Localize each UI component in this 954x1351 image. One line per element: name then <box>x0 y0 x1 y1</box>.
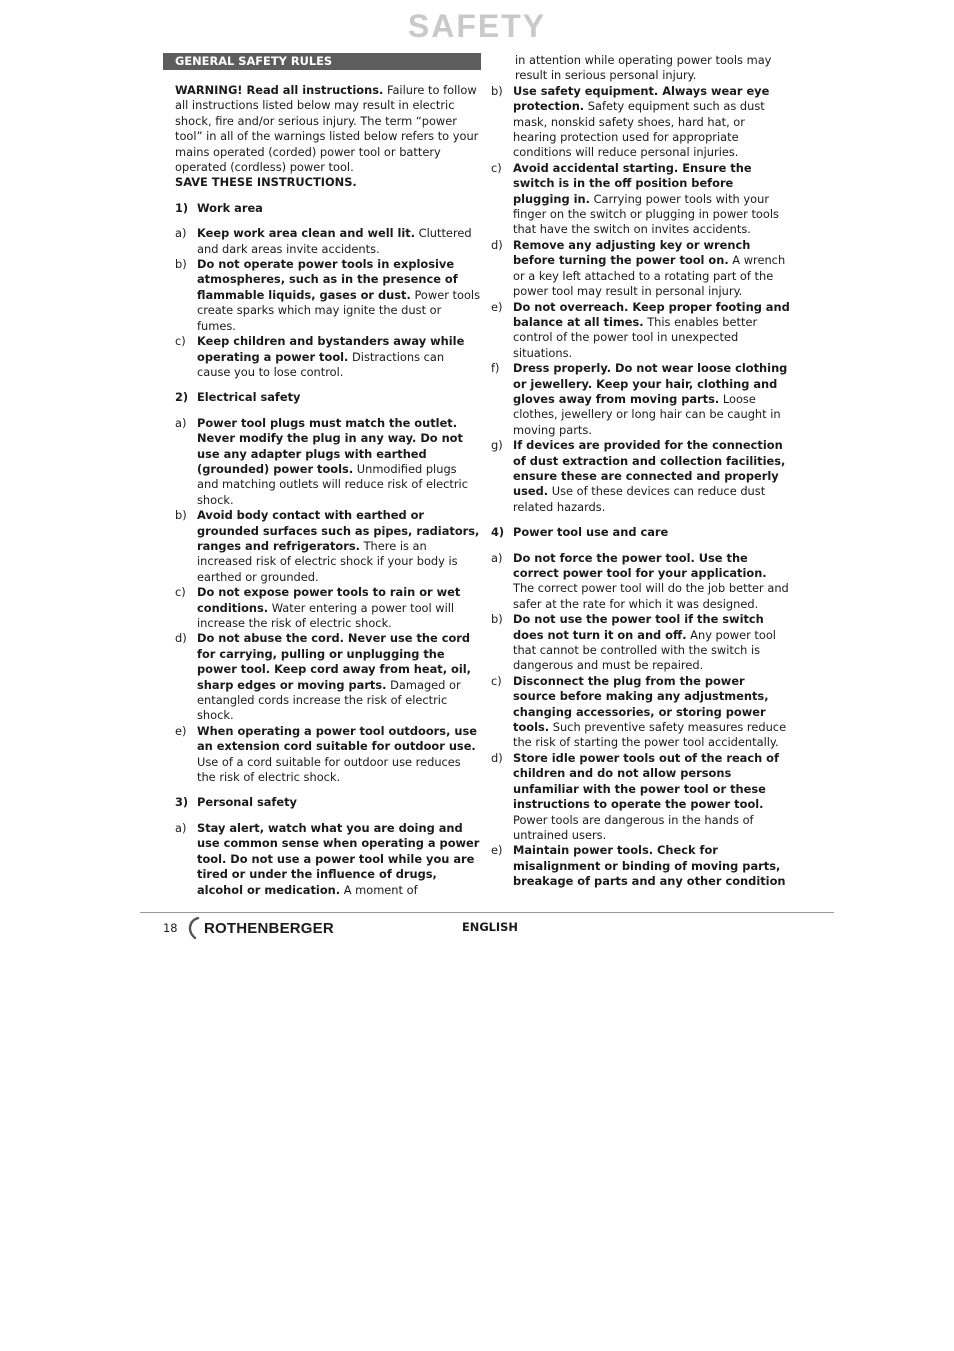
item-body: Use of these devices can reduce dust related hazards. <box>513 484 766 514</box>
item-body: Power tools are dangerous in the hands of untrained users. <box>513 812 754 842</box>
item-letter: g) <box>491 438 503 453</box>
item-bold: If devices are provided for the connection of dust extraction and collection facilities, ensure these are connected and properly used. <box>513 438 786 499</box>
section-number: 4) <box>491 525 505 540</box>
list-item <box>175 416 481 508</box>
list-item <box>175 631 481 723</box>
item-letter: a) <box>491 550 503 565</box>
item-text <box>197 226 481 257</box>
section-heading-electrical-safety <box>175 390 481 405</box>
save-instructions-text: SAVE THESE INSTRUCTIONS. <box>175 175 357 190</box>
item-letter: c) <box>175 585 186 600</box>
section-title-bar: GENERAL SAFETY RULES <box>163 53 481 70</box>
item-body: A wrench or a key left attached to a rotating part of the power tool may result in personal injury. <box>513 253 786 299</box>
spacer <box>491 541 791 551</box>
item-letter: e) <box>175 723 187 738</box>
item-letter: a) <box>175 226 187 241</box>
list-item <box>175 821 481 898</box>
item-body: Water entering a power tool will increase the risk of electric shock. <box>197 600 455 630</box>
item-body: Loose clothes, jewellery or long hair can be caught in moving parts. <box>513 391 781 437</box>
item-bold: When operating a power tool outdoors, use an extension cord suitable for outdoor use. <box>197 723 477 754</box>
item-letter: e) <box>491 843 503 858</box>
section-heading-work-area <box>175 201 481 216</box>
item-text <box>197 416 481 508</box>
list-item <box>491 843 791 889</box>
item-bold: Avoid body contact with earthed or grounded surfaces such as pipes, radiators, ranges and refrigerators. <box>197 508 480 553</box>
item-bold: Do not use the power tool if the switch does not turn it on and off. <box>513 612 764 642</box>
item-bold: Keep children and bystanders away while operating a power tool. <box>197 334 465 364</box>
warning-text: Failure to follow all instructions listed below may result in electric shock, fire and/or serious injury. The term “power tool” in all of the warnings listed below refers to your mains operated (corded) power tool or battery operated (cordless) power tool. <box>175 83 479 175</box>
item-text <box>513 300 791 362</box>
brand-swoosh-icon <box>186 917 200 939</box>
item-letter: b) <box>491 83 503 98</box>
item-bold: Avoid accidental starting. Ensure the switch is in the off position before plugging in. <box>513 160 752 206</box>
item-letter: c) <box>491 673 502 688</box>
item-bold: Do not force the power tool. Use the correct power tool for your application. <box>513 550 767 580</box>
item-body: The correct power tool will do the job better and safer at the rate for which it was designed. <box>513 581 789 611</box>
list-item <box>491 361 791 438</box>
item-text <box>513 843 791 889</box>
list-item <box>491 161 791 238</box>
brand-name: ROTHENBERGER <box>204 919 334 937</box>
item-letter: a) <box>175 415 187 430</box>
item-letter: e) <box>491 299 503 314</box>
item-letter: c) <box>175 334 186 349</box>
item-body: Power tools create sparks which may ignite the dust or fumes. <box>197 287 481 333</box>
list-item <box>491 238 791 300</box>
item-text <box>513 238 791 300</box>
right-column <box>491 53 791 890</box>
list-item <box>491 674 791 751</box>
list-item <box>491 612 791 674</box>
item-body: Any power tool that cannot be controlled with the switch is dangerous and must be repaired. <box>513 627 776 673</box>
spacer <box>175 785 481 795</box>
list-item <box>175 226 481 257</box>
continuation-text: in attention while operating power tools may result in serious personal injury. <box>515 53 772 83</box>
list-item <box>175 724 481 786</box>
list-item <box>175 585 481 631</box>
item-text <box>197 821 481 898</box>
spacer <box>175 380 481 390</box>
item-bold: Remove any adjusting key or wrench before turning the power tool on. <box>513 237 751 268</box>
item-text <box>513 161 791 238</box>
item-text <box>513 551 791 613</box>
item-bold: Maintain power tools. Check for misalignment or binding of moving parts, breakage of parts and any other condition <box>513 843 786 889</box>
item-text <box>513 674 791 751</box>
item-letter: b) <box>491 612 503 627</box>
footer-divider <box>140 912 834 913</box>
list-item <box>491 300 791 362</box>
item-bold: Do not abuse the cord. Never use the cord for carrying, pulling or unplugging the power tool. Keep cord away from heat, oil, sharp edges or moving parts. <box>197 631 472 692</box>
section-heading-text: Electrical safety <box>197 390 301 405</box>
item-text <box>197 257 481 334</box>
spacer <box>175 191 481 201</box>
item-body: This enables better control of the power tool in unexpected situations. <box>513 314 758 360</box>
item-text <box>197 724 481 786</box>
save-instructions <box>175 175 481 190</box>
intro <box>163 83 481 898</box>
item-letter: b) <box>175 508 187 523</box>
item-letter: d) <box>175 631 187 646</box>
item-body: There is an increased risk of electric shock if your body is earthed or grounded. <box>197 538 458 584</box>
spacer <box>175 216 481 226</box>
list-item <box>175 334 481 380</box>
item-body: Cluttered and dark areas invite accidents. <box>197 226 472 256</box>
item-letter: b) <box>175 257 187 272</box>
item-body: Damaged or entangled cords increase the risk of electric shock. <box>197 677 461 723</box>
item-text <box>513 84 791 161</box>
spacer <box>175 811 481 821</box>
item-bold: Store idle power tools out of the reach of children and do not allow persons unfamiliar with the power tool or these instructions to operate the power tool. <box>513 750 779 812</box>
item-bold: Stay alert, watch what you are doing and use common sense when operating a power tool. Do not use a power tool while you are tired or under the influence of drugs, alcohol or medication. <box>197 820 480 897</box>
item-text <box>513 438 791 515</box>
item-text <box>197 585 481 631</box>
item-letter: d) <box>491 750 503 765</box>
list-item <box>491 751 791 843</box>
item-bold: Dress properly. Do not wear loose clothing or jewellery. Keep your hair, clothing and gloves away from moving parts. <box>513 361 788 406</box>
item-letter: f) <box>491 361 500 376</box>
section-heading-text: Power tool use and care <box>513 525 669 540</box>
item-bold: Disconnect the plug from the power source before making any adjustments, changing accessories, or storing power tools. <box>513 673 769 735</box>
item-text <box>197 334 481 380</box>
left-column <box>163 53 481 898</box>
item-letter: d) <box>491 237 503 252</box>
list-item <box>491 551 791 613</box>
spacer <box>175 406 481 416</box>
item-body: Distractions can cause you to lose control. <box>197 349 445 379</box>
section-number: 1) <box>175 200 189 215</box>
item-body: Safety equipment such as dust mask, nonskid safety shoes, hard hat, or hearing protection used for appropriate conditions will reduce personal injuries. <box>513 99 765 160</box>
section-number: 3) <box>175 795 189 810</box>
section-heading-text: Personal safety <box>197 795 297 810</box>
item-text <box>197 631 481 723</box>
item-bold: Do not overreach. Keep proper footing and balance at all times. <box>513 299 790 329</box>
section-heading-text: Work area <box>197 200 263 215</box>
section-heading-power-tool-use <box>491 525 791 540</box>
item-text <box>197 508 481 585</box>
section-number: 2) <box>175 390 189 405</box>
section-heading-personal-safety <box>175 795 481 810</box>
item-bold: Do not operate power tools in explosive atmospheres, such as in the presence of flammable liquids, gases or dust. <box>197 257 458 302</box>
item-body: A moment of <box>340 882 418 897</box>
list-item <box>175 508 481 585</box>
warning-paragraph <box>175 83 481 175</box>
item-text <box>513 751 791 843</box>
item-body: Carrying power tools with your finger on the switch or plugging in power tools that have the switch on invites accidents. <box>513 191 779 237</box>
item-text <box>513 361 791 438</box>
item-letter: a) <box>175 820 187 835</box>
page-number: 18 <box>163 921 178 935</box>
item-body: Such preventive safety measures reduce the risk of starting the power tool accidentally. <box>513 720 787 750</box>
list-item <box>491 438 791 515</box>
brand-logo <box>186 917 334 939</box>
item-letter: c) <box>491 160 502 175</box>
list-item <box>491 84 791 161</box>
item-bold: Power tool plugs must match the outlet. Never modify the plug in any way. Do not use any adapter plugs with earthed (grounded) power tools. <box>197 415 463 476</box>
page-title: SAFETY <box>407 8 547 44</box>
item-bold: Use safety equipment. Always wear eye protection. <box>513 83 770 114</box>
list-item <box>175 257 481 334</box>
item-bold: Keep work area clean and well lit. <box>197 226 416 241</box>
item-body: Use of a cord suitable for outdoor use reduces the risk of electric shock. <box>197 754 461 785</box>
footer-language: ENGLISH <box>462 920 518 934</box>
warning-bold: WARNING! Read all instructions. <box>175 83 384 97</box>
item-bold: Do not expose power tools to rain or wet conditions. <box>197 585 461 615</box>
item-text <box>513 612 791 674</box>
item-body: Unmodified plugs and matching outlets will reduce risk of electric shock. <box>197 461 468 507</box>
spacer <box>491 515 791 525</box>
